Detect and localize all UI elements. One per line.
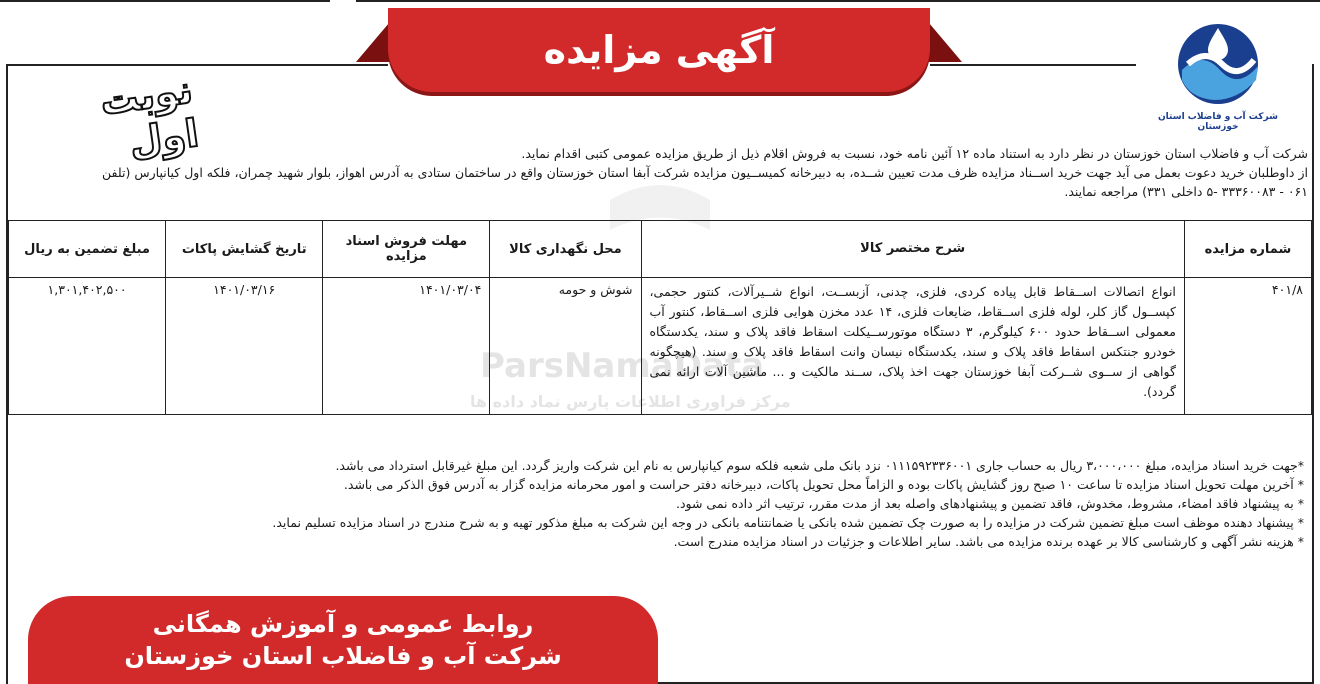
water-drop-logo-icon: [1168, 14, 1268, 114]
intro-line-3: ۰۶۱ - ۳۳۳۶۰۰۸۳ -۵ داخلی ۳۳۱) مراجعه نمایند.: [1064, 184, 1308, 199]
header-rule-left: [6, 64, 388, 66]
page-title: آگهی مزایده: [543, 28, 775, 72]
note-item: * پیشنهاد دهنده موظف است مبلغ تضمین شرکت در مزایده را به صورت چک تضمین شده بانکی یا ضمانتنامه بانکی در وجه این شرکت به مبلغ مذکور تهیه و به شرح مندرج در اسناد مزایده تسلیم نماید.: [272, 515, 1304, 530]
table-row: [9, 278, 1312, 415]
cell-description: انواع اتصالات اســقاط قابل پیاده کردی، فلزی، چدنی، آزبســت، انواع شــیرآلات، کنتور حجمی، کپســول گاز کلر، لوله فلزی اســقاط، ضایعات فلزی، ۱۴ عدد مخزن هوایی فلزی اســقاط، کنتور آب معمولی اســقاط حدود ۶۰۰ کیلوگرم، ۳ دستگاه موتورســیکلت اسقاط فاقد پلاک و سند، یکدستگاه خودرو جنتکس اسقاط فاقد پلاک و سند، یکدستگاه نیسان وانت اسقاط فاقد پلاک و سند. (هیچگونه گواهی از ســوی شــرکت آبفا خوزستان جهت اخذ پلاک، ســند مالکیت و ... ماشین آلات ارائه نمی گردد).: [641, 278, 1184, 415]
footer-department: روابط عمومی و آموزش همگانی: [152, 610, 534, 638]
logo-caption: شرکت آب و فاضلاب استان خوزستان: [1158, 112, 1278, 132]
top-rule-left: [0, 0, 330, 2]
cell-auction-number: ۴۰۱/۸: [1184, 278, 1311, 415]
cell-opening-date: ۱۴۰۱/۰۳/۱۶: [166, 278, 323, 415]
header-auction-number: شماره مزایده: [1184, 221, 1311, 278]
intro-text: [8, 144, 1308, 201]
intro-line-1: شرکت آب و فاضلاب استان خوزستان در نظر دارد به استناد ماده ۱۲ آئین نامه خود، نسبت به فروش اقلام ذیل از طریق مزایده عمومی کتبی اقدام نماید.: [521, 146, 1308, 161]
cell-sale-deadline: ۱۴۰۱/۰۳/۰۴: [323, 278, 490, 415]
cell-guarantee-amount: ۱,۳۰۱,۴۰۲,۵۰۰: [9, 278, 166, 415]
header-guarantee-amount: مبلغ تضمین به ریال: [9, 221, 166, 278]
intro-line-2: از داوطلبان خرید دعوت بعمل می آید جهت خرید اســناد مزایده ظرف مدت تعیین شــده، به دبیرخانه کمیســیون مزایده شرکت آبفا استان خوزستان واقع در ساختمان ستادی به آدرس اهواز، بلوار شهید چمران، فلکه اول کیانپارس (تلفن: [102, 165, 1308, 180]
header-opening-date: تاریخ گشایش پاکات: [166, 221, 323, 278]
company-logo: [1140, 12, 1296, 132]
header-description: شرح مختصر کالا: [641, 221, 1184, 278]
note-item: *جهت خرید اسناد مزایده، مبلغ ۳،۰۰۰،۰۰۰ ریال به حساب جاری ۰۱۱۱۵۹۲۳۳۶۰۰۱ نزد بانک ملی شعبه فلکه سوم کیانپارس به نام این شرکت واریز گردد. این مبلغ غیرقابل استرداد می باشد.: [335, 458, 1304, 473]
title-banner: [388, 8, 930, 92]
conditions-notes: [14, 456, 1304, 551]
header-sale-deadline: مهلت فروش اسناد مزایده: [323, 221, 490, 278]
header-storage-place: محل نگهداری کالا: [490, 221, 641, 278]
note-item: * آخرین مهلت تحویل اسناد مزایده تا ساعت ۱۰ صبح روز گشایش پاکات بوده و الزاماً محل تحویل پاکات، دبیرخانه دفتر حراست و امور محرمانه مزایده گزار به آدرس فوق الذکر می باشد.: [343, 477, 1304, 492]
footer-signature: [28, 596, 658, 684]
cell-storage-place: شوش و حومه: [490, 278, 641, 415]
header-rule-right: [930, 64, 1136, 66]
frame-right-edge: [1312, 64, 1314, 684]
table-header-row: [9, 221, 1312, 278]
watermark-caption: مرکز فراوری اطلاعات پارس نماد داده ها: [470, 392, 791, 411]
top-rule-right: [356, 0, 1320, 2]
auction-table: [8, 220, 1312, 415]
first-publication-stamp: نوبت اول: [97, 67, 202, 165]
note-item: * به پیشنهاد فاقد امضاء، مشروط، مخدوش، فاقد تضمین و پیشنهادهای واصله بعد از مدت مقرر، ترتیب اثر داده نمی شود.: [675, 496, 1304, 511]
watermark-brand: ParsNamaData: [480, 346, 765, 386]
footer-company: شرکت آب و فاضلاب استان خوزستان: [124, 642, 562, 670]
note-item: * هزینه نشر آگهی و کارشناسی کالا بر عهده برنده مزایده می باشد. سایر اطلاعات و جزئیات در اسناد مزایده مندرج است.: [673, 534, 1304, 549]
